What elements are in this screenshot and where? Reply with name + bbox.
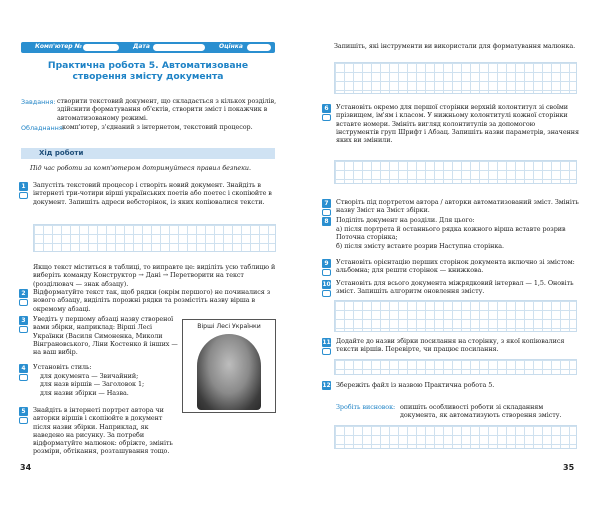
step-8b-text: б) після змісту вставте розрив Наступна сторінка.: [336, 242, 505, 250]
task-label: Завдання:: [21, 98, 56, 106]
style-item: для назв віршів — Заголовок 1;: [40, 380, 145, 389]
grade-field[interactable]: [247, 44, 271, 51]
task-text: створити текстовий документ, що складається з кількох розділів, здійснити форматування об'єктів, створити зміст і покажчик в автоматизованому режимі.: [57, 97, 277, 122]
answer-grid-intro[interactable]: [334, 62, 577, 94]
tip-icon: [19, 417, 28, 424]
page-number-left: 34: [20, 463, 32, 472]
step-8-text: Поділіть документ на розділи. Для цього:: [336, 216, 475, 224]
conclusion-text: опишіть особливості роботи зі складанням документа, як автоматизують створення змісту.: [400, 403, 562, 420]
step-number-8: 8: [322, 217, 331, 226]
tip-icon: [19, 192, 28, 199]
step-11-text: Додайте до назви збірки посилання на сторінку, з якої копіювалися тексти віршів. Перевірте, чи працює посилання.: [336, 337, 565, 354]
step-5-text: Знайдіть в інтернеті портрет автора чи авторки віршів і скопіюйте в документ після назви збірки. Наприклад, як наведено на рисунку. За потреби відформатуйте малюнок: обріжте, змініть розміри, обтікання, розташування тощо.: [33, 406, 173, 456]
step-4-text: Установіть стиль:: [33, 363, 92, 371]
step-12-text: Збережіть файл із назвою Практична робота 5.: [336, 381, 495, 389]
tip-icon: [19, 299, 28, 306]
right-page: [300, 0, 600, 514]
step-number-12: 12: [322, 382, 331, 389]
tip-icon: [322, 209, 331, 216]
tip-icon: [322, 348, 331, 355]
date-label: Дата: [133, 43, 150, 50]
answer-grid-11[interactable]: [334, 359, 577, 375]
step-2-text: Відформатуйте текст так, щоб рядки (окрім першого) не починалися з нового абзацу, виділіть порожні рядки та розмістіть назву вірша в окремому абзаці.: [33, 288, 271, 313]
step-number-11: 11: [322, 339, 331, 346]
step-10-text: Установіть для всього документа міжрядковий інтервал — 1,5. Оновіть зміст. Запишіть алгоритм оновлення змісту.: [336, 279, 574, 296]
tip-icon: [19, 326, 28, 333]
step-3-text: Уведіть у першому абзаці назву створеної вами збірки, наприклад: Вірші Лесі Українки (Василя Симоненка, Миколи Вінграновського, Ліни Костенко й інших — на ваш вибір.: [33, 315, 178, 357]
style-list: [40, 372, 180, 397]
computer-field[interactable]: [83, 44, 119, 51]
tip-icon: [19, 374, 28, 381]
step-number-7: 7: [322, 199, 331, 208]
table-note: Якщо текст міститься в таблиці, то виправте це: виділіть усю таблицю й виберіть команду Конструктор → Дані → Перетворити на текст (розділювач — знак абзацу).: [33, 263, 276, 288]
step-9-text: Установіть орієнтацію перших сторінок документа включно зі змістом: альбомна; для решти сторінок — книжкова.: [336, 258, 575, 275]
answer-grid-1[interactable]: [33, 224, 276, 252]
safety-note: Під час роботи за комп'ютером дотримуйтеся правил безпеки.: [30, 164, 251, 172]
step-number-5: 5: [19, 407, 28, 416]
grade-label: Оцінка: [219, 43, 243, 50]
step-number-9: 9: [322, 259, 331, 268]
step-7-text: Створіть під портретом автора / авторки автоматизований зміст. Змініть назву Зміст на Зміст збірки.: [336, 198, 579, 215]
conclusion-label: Зробіть висновок:: [336, 403, 396, 411]
portrait-caption: Вірші Лесі Українки: [197, 323, 261, 330]
page-title: Практична робота 5. Автоматизоване створення змісту документа: [47, 60, 249, 82]
step-number-6: 6: [322, 104, 331, 113]
steps-bar: [21, 148, 275, 159]
tip-icon: [322, 269, 331, 276]
tip-icon: [322, 114, 331, 121]
step-number-3: 3: [19, 316, 28, 325]
intro-text: Запишіть, які інструменти ви використали для форматування малюнка.: [334, 42, 576, 50]
steps-title: Хід роботи: [39, 149, 84, 157]
portrait-figure: [182, 319, 276, 413]
step-number-1: 1: [19, 182, 28, 191]
step-8a-text: а) після портрета й останнього рядка кожного вірша вставте розрив Поточна сторінка;: [336, 225, 566, 242]
answer-grid-10[interactable]: [334, 300, 577, 332]
tip-icon: [322, 290, 331, 297]
step-number-10: 10: [322, 281, 331, 288]
page-number-right: 35: [563, 463, 575, 472]
style-item: для документа — Звичайний;: [40, 372, 139, 380]
step-number-4: 4: [19, 364, 28, 373]
computer-label: Комп'ютер №: [35, 43, 82, 50]
portrait-image: [197, 334, 261, 410]
style-item: для назви збірки — Назва.: [40, 388, 129, 397]
answer-grid-6[interactable]: [334, 160, 577, 184]
header-bar: [21, 42, 275, 53]
answer-grid-conclusion[interactable]: [334, 425, 577, 449]
step-6-text: Установіть окремо для першої сторінки верхній колонтитул зі своїми прізвищем, ім'ям і класом. У нижньому колонтитулі кожної сторінки вставте номери. Змініть вигляд колонтитулів за допомогою інструментів груп Шрифт і Абзац. Запишіть назви параметрів, значення яких ви змінили.: [336, 103, 579, 145]
step-number-2: 2: [19, 289, 28, 298]
date-field[interactable]: [153, 44, 205, 51]
equipment-text: комп'ютер, з'єднаний з інтернетом, текстовий процесор.: [62, 123, 253, 131]
step-1-text: Запустіть текстовий процесор і створіть новий документ. Знайдіть в інтернеті три-чотири вірші українських поетів або поетес і скопіюйте в документ. Запишіть адреси вебсторінок, із яких копіювалися тексти.: [33, 181, 272, 206]
equipment-label: Обладнання:: [21, 124, 65, 132]
